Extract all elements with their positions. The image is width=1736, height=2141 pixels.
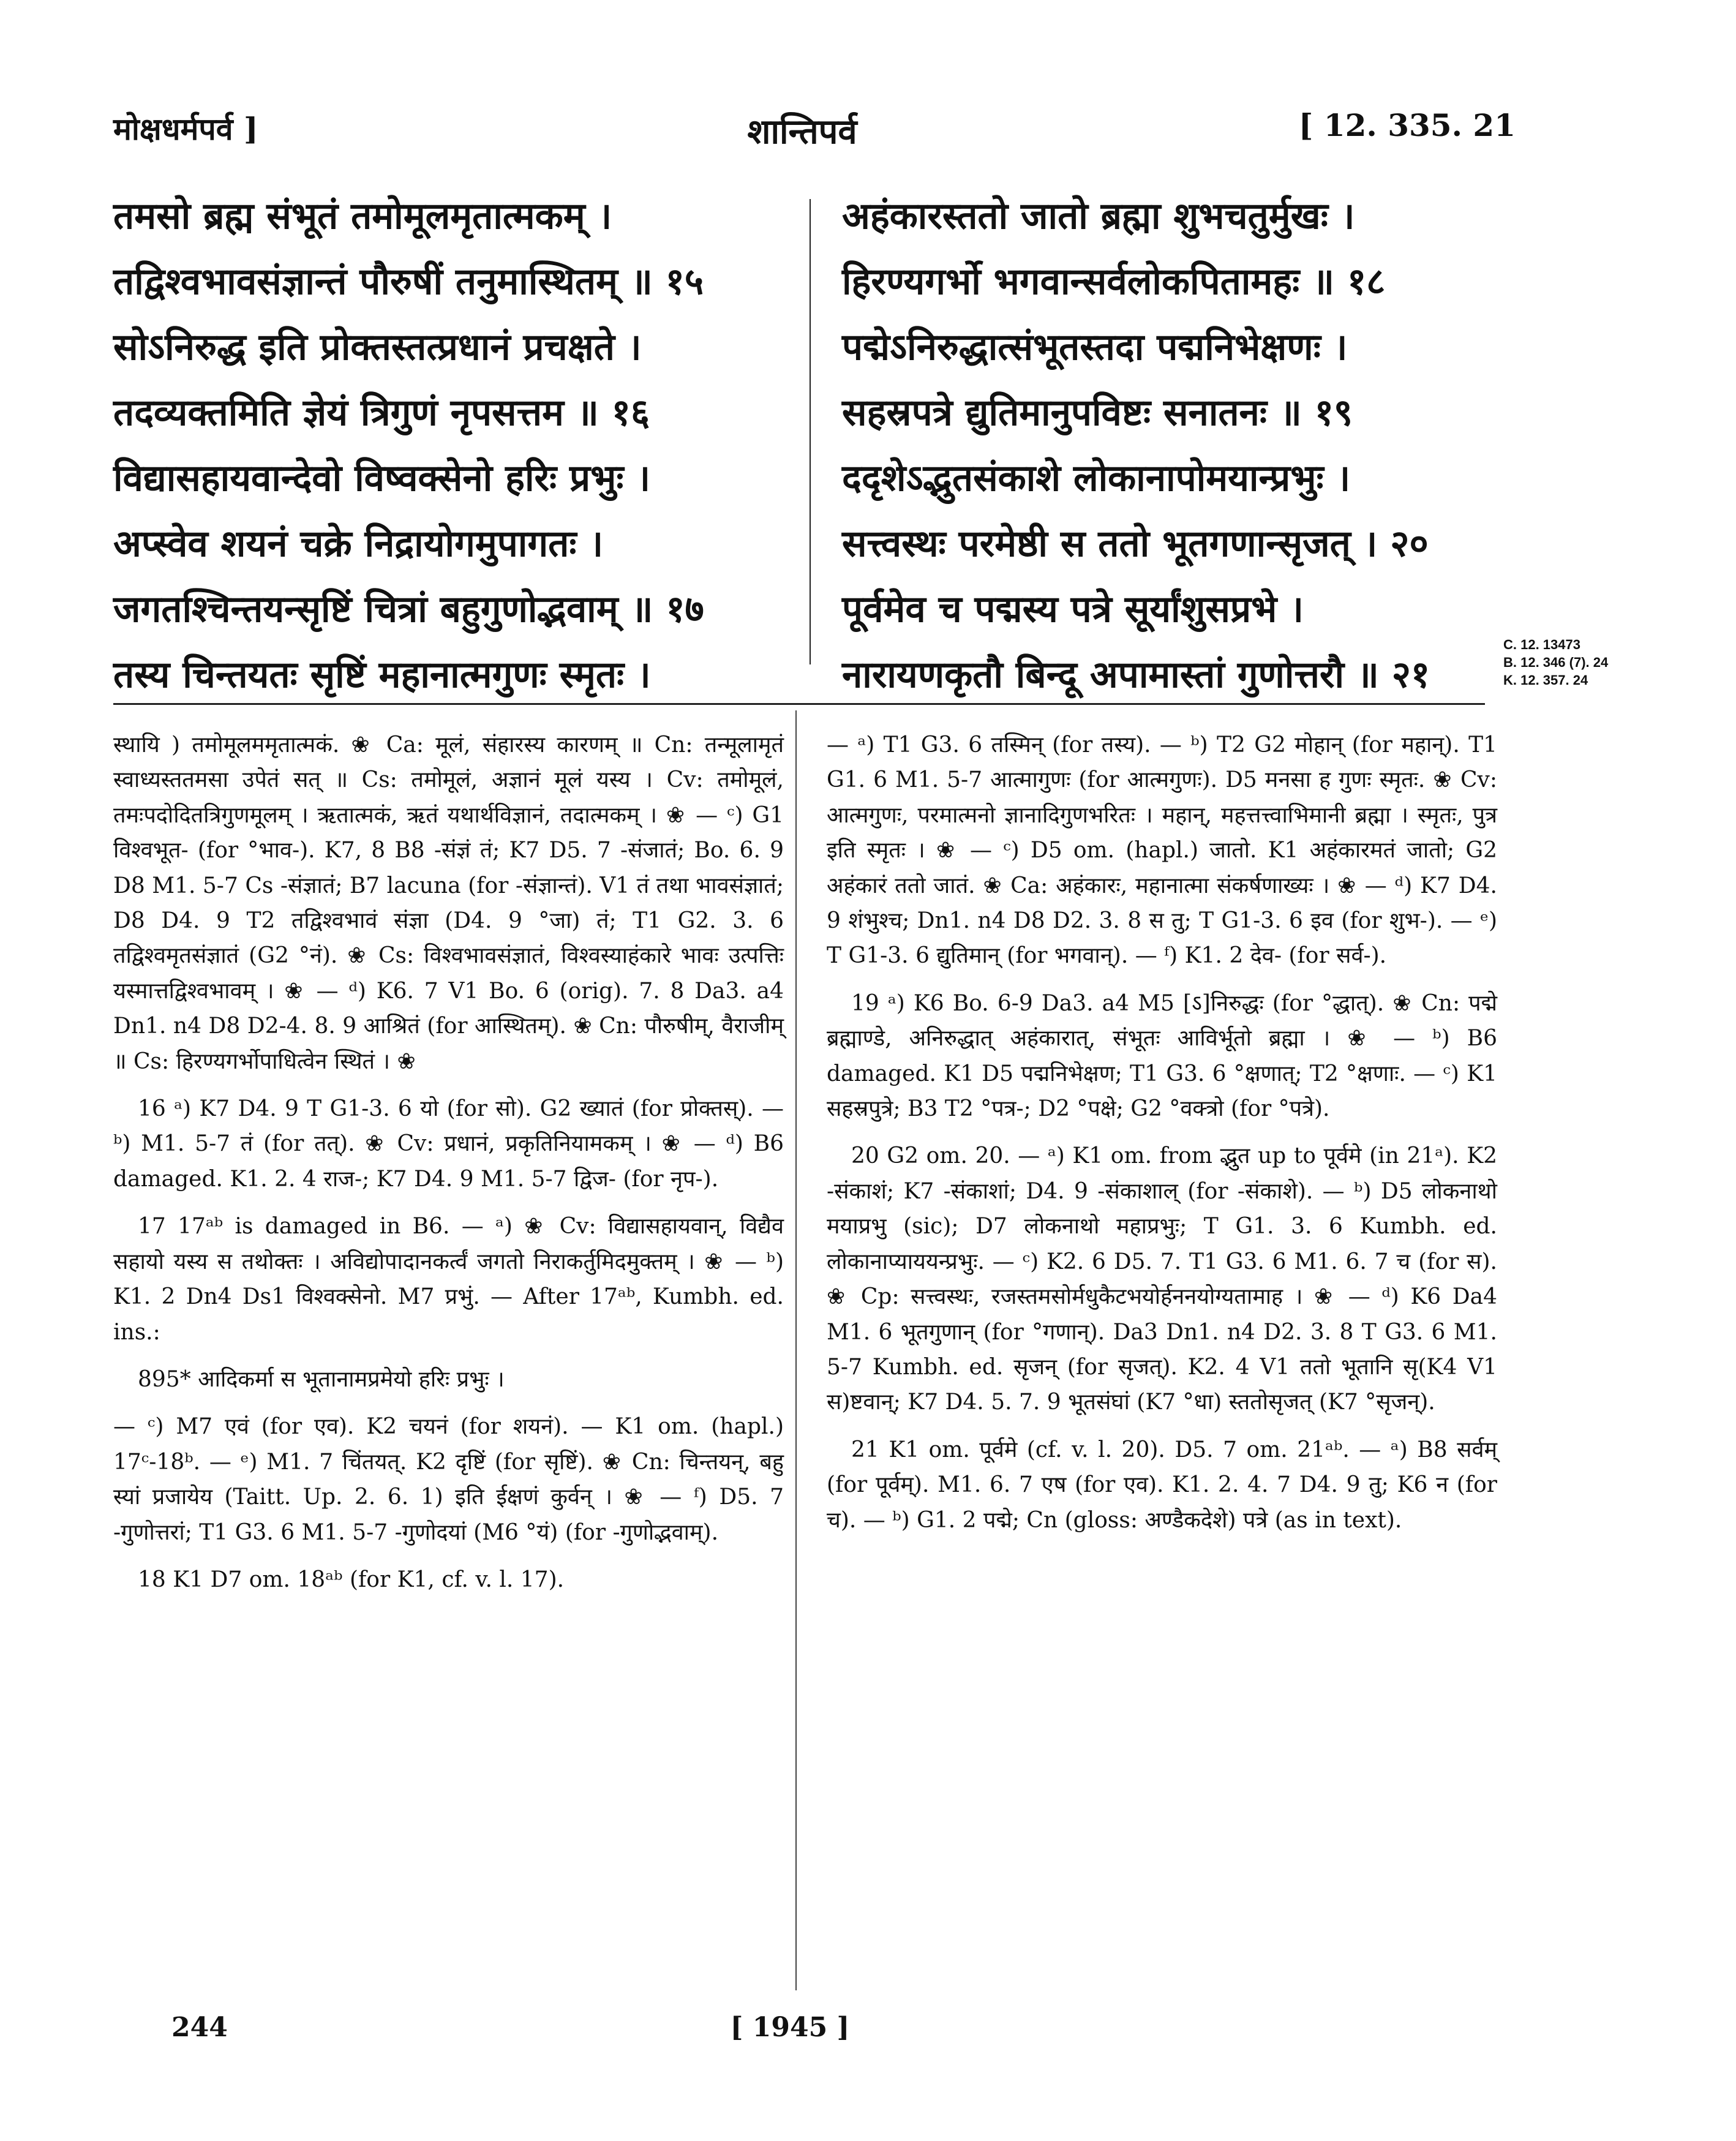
verse-line: अप्स्वेव शयनं चक्रे निद्रायोगमुपागतः । <box>113 522 604 565</box>
apparatus-note: 21 K1 om. पूर्वमे (cf. v. l. 20). D5. 7 om. 21ᵃᵇ. — ᵃ) B8 सर्वम् (for पूर्वम्). M1. 6. 7 एष (for एव). K1. 2. 4. 7 D4. 9 तु; K6 न (for च). — ᵇ) G1. 2 पद्मे; Cn (gloss: अण्डैकदेशे) पत्रे (as in text). <box>827 1437 1497 1533</box>
apparatus-note: — ᵃ) T1 G3. 6 तस्मिन् (for तस्य). — ᵇ) T2 G2 मोहान् (for महान्). T1 G1. 6 M1. 5-7 आत्मागुणः (for आत्मगुणः). D5 मनसा ह गुणः स्मृतः. ❀ Cv: आत्मगुणः, परमात्मनो ज्ञानादिगुणभरितः । महान्, महत्तत्त्वाभिमानी ब्रह्मा । स्मृतः, पुत्र इति स्मृतः । ❀ — ᶜ) D5 om. (hapl.) जातो. K1 अहंकारमतं जातो; G2 अहंकारं ततो जातं. ❀ Ca: अहंकारः, महानात्मा संकर्षणाख्यः । ❀ — ᵈ) K7 D4. 9 शंभुश्च; Dn1. n4 D8 D2. 3. 8 स तु; T G1-3. 6 इव (for शुभ-). — ᵉ) T G1-3. 6 द्युतिमान् (for भगवान्). — ᶠ) K1. 2 देव- (for सर्व-). <box>827 732 1497 969</box>
apparatus-note: 17 17ᵃᵇ is damaged in B6. — ᵃ) ❀ Cv: विद्यासहायवान्, विद्यैव सहायो यस्य स तथोक्तः । अविद्योपादानकर्त्वं जगतो निराकर्तुमिदमुक्तम् । ❀ — ᵇ) K1. 2 Dn4 Ds1 विश्वक्सेनो. M7 प्रभुं. — After 17ᵃᵇ, Kumbh. ed. ins.: <box>113 1214 784 1345</box>
verse-line: तदव्यक्तमिति ज्ञेयं त्रिगुणं नृपसत्तम ॥ १६ <box>113 391 650 434</box>
verse-line: पूर्वमेव च पद्मस्य पत्रे सूर्यांशुसप्रभे । <box>842 588 1304 631</box>
apparatus-note: 895* आदिकर्मा स भूतानामप्रमेयो हरिः प्रभुः । <box>138 1366 505 1392</box>
verse-line: ददृशेऽद्भुतसंकाशे लोकानापोमयान्प्रभुः । <box>842 457 1351 500</box>
apparatus-note: स्थायि ) तमोमूलममृतात्मकं. ❀ Ca: मूलं, संहारस्य कारणम् ॥ Cn: तन्मूलामृतं स्वाध्यस्ततमसा उपेतं सत् ॥ Cs: तमोमूलं, अज्ञानं मूलं यस्य । Cv: तमोमूलं, तमःपदोदितत्रिगुणमूलम् । ऋतात्मकं, ऋतं यथार्थविज्ञानं, तदात्मकम् । ❀ — ᶜ) G1 विश्वभूत- (for °भाव-). K7, 8 B8 -संज्ञं तं; K7 D5. 7 -संजातं; Bo. 6. 9 D8 M1. 5-7 Cs -संज्ञातं; B7 lacuna (for -संज्ञान्तं). V1 तं तथा भावसंज्ञातं; D8 D4. 9 T2 तद्विश्वभावं संज्ञा (D4. 9 °जा) तं; T1 G2. 3. 6 तद्विश्वमृतसंज्ञातं (G2 °नं). ❀ Cs: विश्वभावसंज्ञातं, विश्वस्याहंकारे भावः उत्पत्तिः यस्मात्तद्विश्वभावम् । ❀ — ᵈ) K6. 7 V1 Bo. 6 (orig). 7. 8 Da3. a4 Dn1. n4 D8 D2-4. 8. 9 आश्रितं (for आस्थितम्). ❀ Cn: पौरुषीम्, वैराजीम् ॥ Cs: हिरण्यगर्भोपाधित्वेन स्थितं । ❀ <box>113 732 784 1074</box>
verse-line: सहस्रपत्रे द्युतिमानुपविष्टः सनातनः ॥ १९ <box>842 391 1353 434</box>
apparatus-note: 20 G2 om. 20. — ᵃ) K1 om. from द्भुत up to पूर्वमे (in 21ᵃ). K2 -संकाशं; K7 -संकाशां; D4. 9 -संकाशाल् (for -संकाशे). — ᵇ) D5 लोकनाथो मयाप्रभु (sic); D7 लोकनाथो महाप्रभुः; T G1. 3. 6 Kumbh. ed. लोकानाप्याययन्प्रभुः. — ᶜ) K2. 6 D5. 7. T1 G3. 6 M1. 6. 7 च (for स). ❀ Cp: सत्त्वस्थः, रजस्तमसोर्मधुकैटभयोर्हननयोग्यतामाह । ❀ — ᵈ) K6 Da4 M1. 6 भूतगुणान् (for °गणान्). Da3 Dn1. n4 D2. 3. 8 T G3. 6 M1. 5-7 Kumbh. ed. सृजन् (for सृजत्). K2. 4 V1 ततो भूतानि सृ(K4 V1 स)ष्टवान्; K7 D4. 5. 7. 9 भूतसंघां (K7 °धा) स्ततोसृजत् (K7 °सृजन्). <box>827 1143 1497 1415</box>
running-head-left: मोक्षधर्मपर्व ] <box>113 111 258 147</box>
critical-apparatus-left <box>113 728 784 1609</box>
verse-line: सत्त्वस्थः परमेष्ठी स ततो भूतगणान्सृजत् । २० <box>842 522 1429 565</box>
verse-column-left <box>113 184 704 708</box>
cross-reference-margin <box>1503 636 1608 689</box>
verse-line: जगतश्चिन्तयन्सृष्टिं चित्रां बहुगुणोद्भवाम् ॥ १७ <box>113 588 704 631</box>
cross-reference: K. 12. 357. 24 <box>1503 672 1588 688</box>
running-head-reference: [ 12. 335. 21 <box>1298 107 1516 143</box>
verse-line: हिरण्यगर्भो भगवान्सर्वलोकपितामहः ॥ १८ <box>842 260 1386 303</box>
verse-line: अहंकारस्ततो जातो ब्रह्मा शुभचतुर्मुखः । <box>842 195 1355 238</box>
apparatus-note: 18 K1 D7 om. 18ᵃᵇ (for K1, cf. v. l. 17). <box>138 1567 565 1592</box>
cross-reference: C. 12. 13473 <box>1503 637 1580 652</box>
verse-line: पद्मेऽनिरुद्धात्संभूतस्तदा पद्मनिभेक्षणः । <box>842 326 1348 369</box>
running-head-title: शान्तिपर्व <box>747 111 857 152</box>
verse-line: तद्विश्वभावसंज्ञान्तं पौरुषीं तनुमास्थितम् ॥ १५ <box>113 260 704 303</box>
verse-line: तमसो ब्रह्म संभूतं तमोमूलमृतात्मकम् । <box>113 195 612 238</box>
verse-line: तस्य चिन्तयतः सृष्टिं महानात्मगुणः स्मृतः । <box>113 653 651 696</box>
apparatus-note: 19 ᵃ) K6 Bo. 6-9 Da3. a4 M5 [ऽ]निरुद्धः (for °द्धात्). ❀ Cn: पद्मे ब्रह्माण्डे, अनिरुद्धात् अहंकारात्, संभूतः आविर्भूतो ब्रह्मा । ❀ — ᵇ) B6 damaged. K1 D5 पद्मनिभेक्षण; T1 G3. 6 °क्षणात्; T2 °क्षणाः. — ᶜ) K1 सहस्रपुत्रे; B3 T2 °पत्र-; D2 °पक्षे; G2 °वक्त्रो (for °पत्रे). <box>827 990 1497 1122</box>
apparatus-note: — ᶜ) M7 एवं (for एव). K2 चयनं (for शयनं). — K1 om. (hapl.) 17ᶜ-18ᵇ. — ᵉ) M1. 7 चिंतयत्. K2 दृष्टिं (for सृष्टिं). ❀ Cn: चिन्तयन्, बहु स्यां प्रजायेय (Taitt. Up. 2. 6. 1) इति ईक्षणं कुर्वन् । ❀ — ᶠ) D5. 7 -गुणोत्तरां; T1 G3. 6 M1. 5-7 -गुणोदयां (M6 °यं) (for -गुणोद्भवाम्). <box>113 1414 784 1545</box>
apparatus-divider <box>113 703 1485 705</box>
apparatus-note: 16 ᵃ) K7 D4. 9 T G1-3. 6 यो (for सो). G2 ख्यातं (for प्रोक्तस्). — ᵇ) M1. 5-7 तं (for तत्). ❀ Cv: प्रधानं, प्रकृतिनियामकम् । ❀ — ᵈ) B6 damaged. K1. 2. 4 राज-; K7 D4. 9 M1. 5-7 द्विज- (for नृप-). <box>113 1096 784 1192</box>
verse-line: नारायणकृतौ बिन्दू अपामास्तां गुणोत्तरौ ॥ २१ <box>842 653 1430 696</box>
apparatus-column-divider <box>795 710 797 1990</box>
verse-line: सोऽनिरुद्ध इति प्रोक्तस्तत्प्रधानं प्रचक्षते । <box>113 326 642 369</box>
verse-column-right <box>842 184 1430 708</box>
verse-line: विद्यासहायवान्देवो विष्वक्सेनो हरिः प्रभुः । <box>113 457 651 500</box>
cross-reference: B. 12. 346 (7). 24 <box>1503 655 1609 670</box>
verse-column-divider <box>810 199 811 664</box>
critical-apparatus-right <box>827 728 1497 1550</box>
page-number: 244 <box>171 2012 228 2043</box>
volume-page-number: [ 1945 ] <box>730 2012 850 2043</box>
